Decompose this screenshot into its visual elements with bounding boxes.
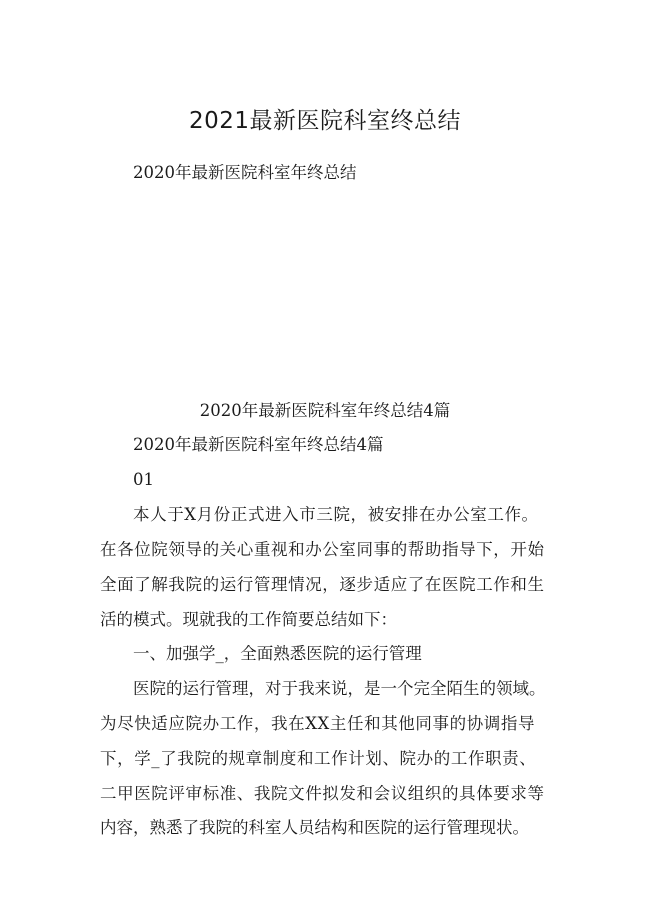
document-title: 2021最新医院科室终总结 bbox=[188, 108, 462, 134]
paragraph-line: 内容，熟悉了我院的科室人员结构和医院的运行管理现状。 bbox=[100, 818, 529, 837]
subtitle: 2020年最新医院科室年终总结 bbox=[133, 163, 357, 182]
paragraph-line: 全面了解我院的运行管理情况，逐步适应了在医院工作和生 bbox=[100, 575, 545, 594]
section-heading: 2020年最新医院科室年终总结4篇 bbox=[199, 401, 451, 420]
paragraph-line: 为尽快适应院办工作，我在XX主任和其他同事的协调指导 bbox=[100, 714, 536, 733]
paragraph-line: 医院的运行管理，对于我来说，是一个完全陌生的领域。 bbox=[133, 679, 546, 698]
paragraph-line: 活的模式。现就我的工作简要总结如下： bbox=[100, 610, 397, 629]
paragraph-line: 本人于X月份正式进入市三院，被安排在办公室工作。 bbox=[133, 505, 539, 524]
section-subheading: 2020年最新医院科室年终总结4篇 bbox=[133, 435, 384, 454]
section-number: 01 bbox=[133, 470, 154, 489]
paragraph-line: 二甲医院评审标准、我院文件拟发和会议组织的具体要求等 bbox=[100, 784, 545, 803]
paragraph-line: 下，学_了我院的规章制度和工作计划、院办的工作职责、 bbox=[100, 749, 537, 768]
paragraph-line: 在各位院领导的关心重视和办公室同事的帮助指导下，开始 bbox=[100, 540, 545, 559]
item-heading: 一、加强学_，全面熟悉医院的运行管理 bbox=[133, 644, 422, 663]
